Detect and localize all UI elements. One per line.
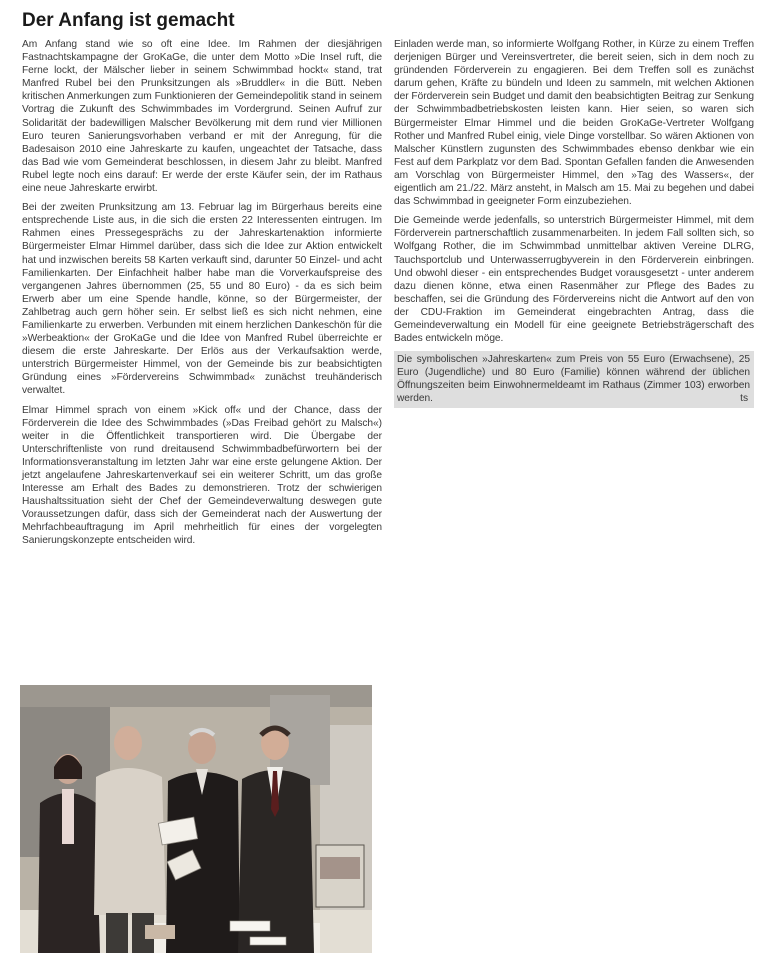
right-column	[394, 38, 754, 408]
info-box-text: Die symbolischen »Jahreskarten« zum Preis von 55 Euro (Erwachsene), 25 Euro (Jugendliche) und 80 Euro (Familie) können während der üblichen Öffnungszeiten beim Einwohnermeldeamt im Rathaus (Zimmer 103) erworben werden.	[397, 354, 750, 405]
article-title: Der Anfang ist gemacht	[22, 10, 235, 31]
article-photo	[20, 685, 372, 953]
paragraph: Elmar Himmel sprach von einem »Kick off« und der Chance, dass der Förderverein die Idee des Schwimmbades (»Das Freibad gehört zu Malsch«) weiter in die Öffentlichkeit transportieren wird. Die Übergabe der Unterschriftenliste von rund dreitausend Schwimmbadbefürwortern bei der Informationsveranstaltung im letzten Jahr war eine erste gelungene Aktion. Der jetzt angelaufene Jahreskartenverkauf sei ein weiterer Schritt, um das große Interesse am Erhalt des Bades zu demonstrieren. Trotz der schwierigen Haushaltssituation sieht der Chef der Gemeindeverwaltung deswegen gute Voraussetzungen dafür, dass sich der Gemeinderat nach der Auswertung der Mehrfachbeauftragung im April mehrheitlich für eines der vorgelegten Sanierungskonzepte entscheiden wird.	[22, 404, 382, 547]
left-column	[22, 38, 382, 554]
paragraph: Bei der zweiten Prunksitzung am 13. Februar lag im Bürgerhaus bereits eine entsprechende Liste aus, in die sich die ersten 22 Interessenten eintrugen. Im Rahmen eines Pressegesprächs zu der Jahreskartenaktion informierte Bürgermeister Elmar Himmel darüber, dass sich die Idee zur Aktion entwickelt hat und inzwischen bereits 58 Karten verkauft sind, darunter 50 Einzel- und acht Familienkarten. Der Einfachheit halber habe man die Vorverkaufspreise des vergangenen Jahres übernommen (25, 55 und 80 Euro) - da es sich beim Erwerb aber um eine Spende handle, könne, so der Bürgermeister, der Zahlbetrag auch gern höher sein. Er selbst ließ es sich nicht nehmen, eine Familienkarte zu erwerben. Verbunden mit einem herzlichen Dankeschön für die »Werbeaktion« der GroKaGe und die Idee von Manfred Rubel überreichte er diesem die erste Jahreskarte. Der Erlös aus der Verkaufsaktion werde, unterstrich Bürgermeister Himmel, von der Gemeinde bis zur beabsichtigten Gründung eines »Fördervereins Schwimmbad« zunächst treuhänderisch verwaltet.	[22, 202, 382, 397]
info-box	[394, 351, 754, 407]
paragraph: Einladen werde man, so informierte Wolfgang Rother, in Kürze zu einem Treffen derjenigen Bürger und Vereinsvertreter, die bereit seien, sich in dem noch zu gründenden Förderverein zu engagieren. Bei dem Treffen soll es zunächst darum gehen, Kräfte zu bündeln und Ideen zu sammeln, mit welchen Aktionen der Förderverein sein Budget und damit den beabsichtigten Beitrag zur Senkung der Schwimmbadbetriebskosten leisten kann. Hier seien, so waren sich Bürgermeister Elmar Himmel und die beiden GroKaGe-Vertreter Wolfgang Rother und Manfred Rubel einig, viele Dinge vorstellbar. So wären Aktionen von Malscher Künstlern zugunsten des Schwimmbades ebenso denkbar wie ein Fest auf dem Parkplatz vor dem Bad. Spontan Gefallen fanden die Anwesenden am Vorschlag von Bürgermeister Himmel, den »Tag des Wassers«, der eigentlich am 21./22. März ansteht, in Malsch am 15. Mai zu begehen und dabei das Schwimmbad in geeigneter Form einzubeziehen.	[394, 39, 754, 208]
author-initials: ts	[740, 393, 748, 405]
paragraph: Die Gemeinde werde jedenfalls, so unterstrich Bürgermeister Himmel, mit dem Förderverein partnerschaftlich zusammenarbeiten. In jedem Fall sollten sich, so Wolfgang Rother, die im Schwimmbad unmittelbar aktiven Vereine DLRG, Tauchsportclub und Unterwasserrugbyverein in den Förderverein einbringen. Und obwohl dieser - ein entsprechendes Budget vorausgesetzt - unter anderem dazu dienen könne, etwa einen Rasenmäher zur Pflege des Bades zu beschaffen, sei die Gründung des Fördervereins nicht die Antwort auf den von der CDU-Fraktion im Gemeinderat eingebrachten Antrag, dass die Gemeindeverwaltung ein Modell für eine geeignete Betriebsträgerschaft des Bades entwickeln möge.	[394, 215, 754, 345]
paragraph: Am Anfang stand wie so oft eine Idee. Im Rahmen der diesjährigen Fastnachtskampagne der GroKaGe, die unter dem Motto »Die Insel ruft, die Ferne lockt, der Mälscher lieber in seinem Schwimmbad hockt« stand, trat Manfred Rubel bei den Prunksitzungen als »Bruddler« in die Bütt. Neben kritischen Anmerkungen zum Funktionieren der Gemeindepolitik stand in seinem Vortrag die Zukunft des Schwimmbades im Vordergrund. Seinen Aufruf zur Solidarität der badewilligen Malscher Bevölkerung mit dem rund vier Millionen Euro teuren Sanierungsvorhaben verband er mit der Anregung, für die Badesaison 2010 eine Jahreskarte zu kaufen, ungeachtet der Tatsache, dass das Bad wie vom Gemeinderat beschlossen, in diesem Jahr zu bleibt. Manfred Rubel legte noch eins darauf: Er werde der erste Käufer sein, der im Rathaus eine neue Jahreskarte erwirbt.	[22, 39, 382, 195]
